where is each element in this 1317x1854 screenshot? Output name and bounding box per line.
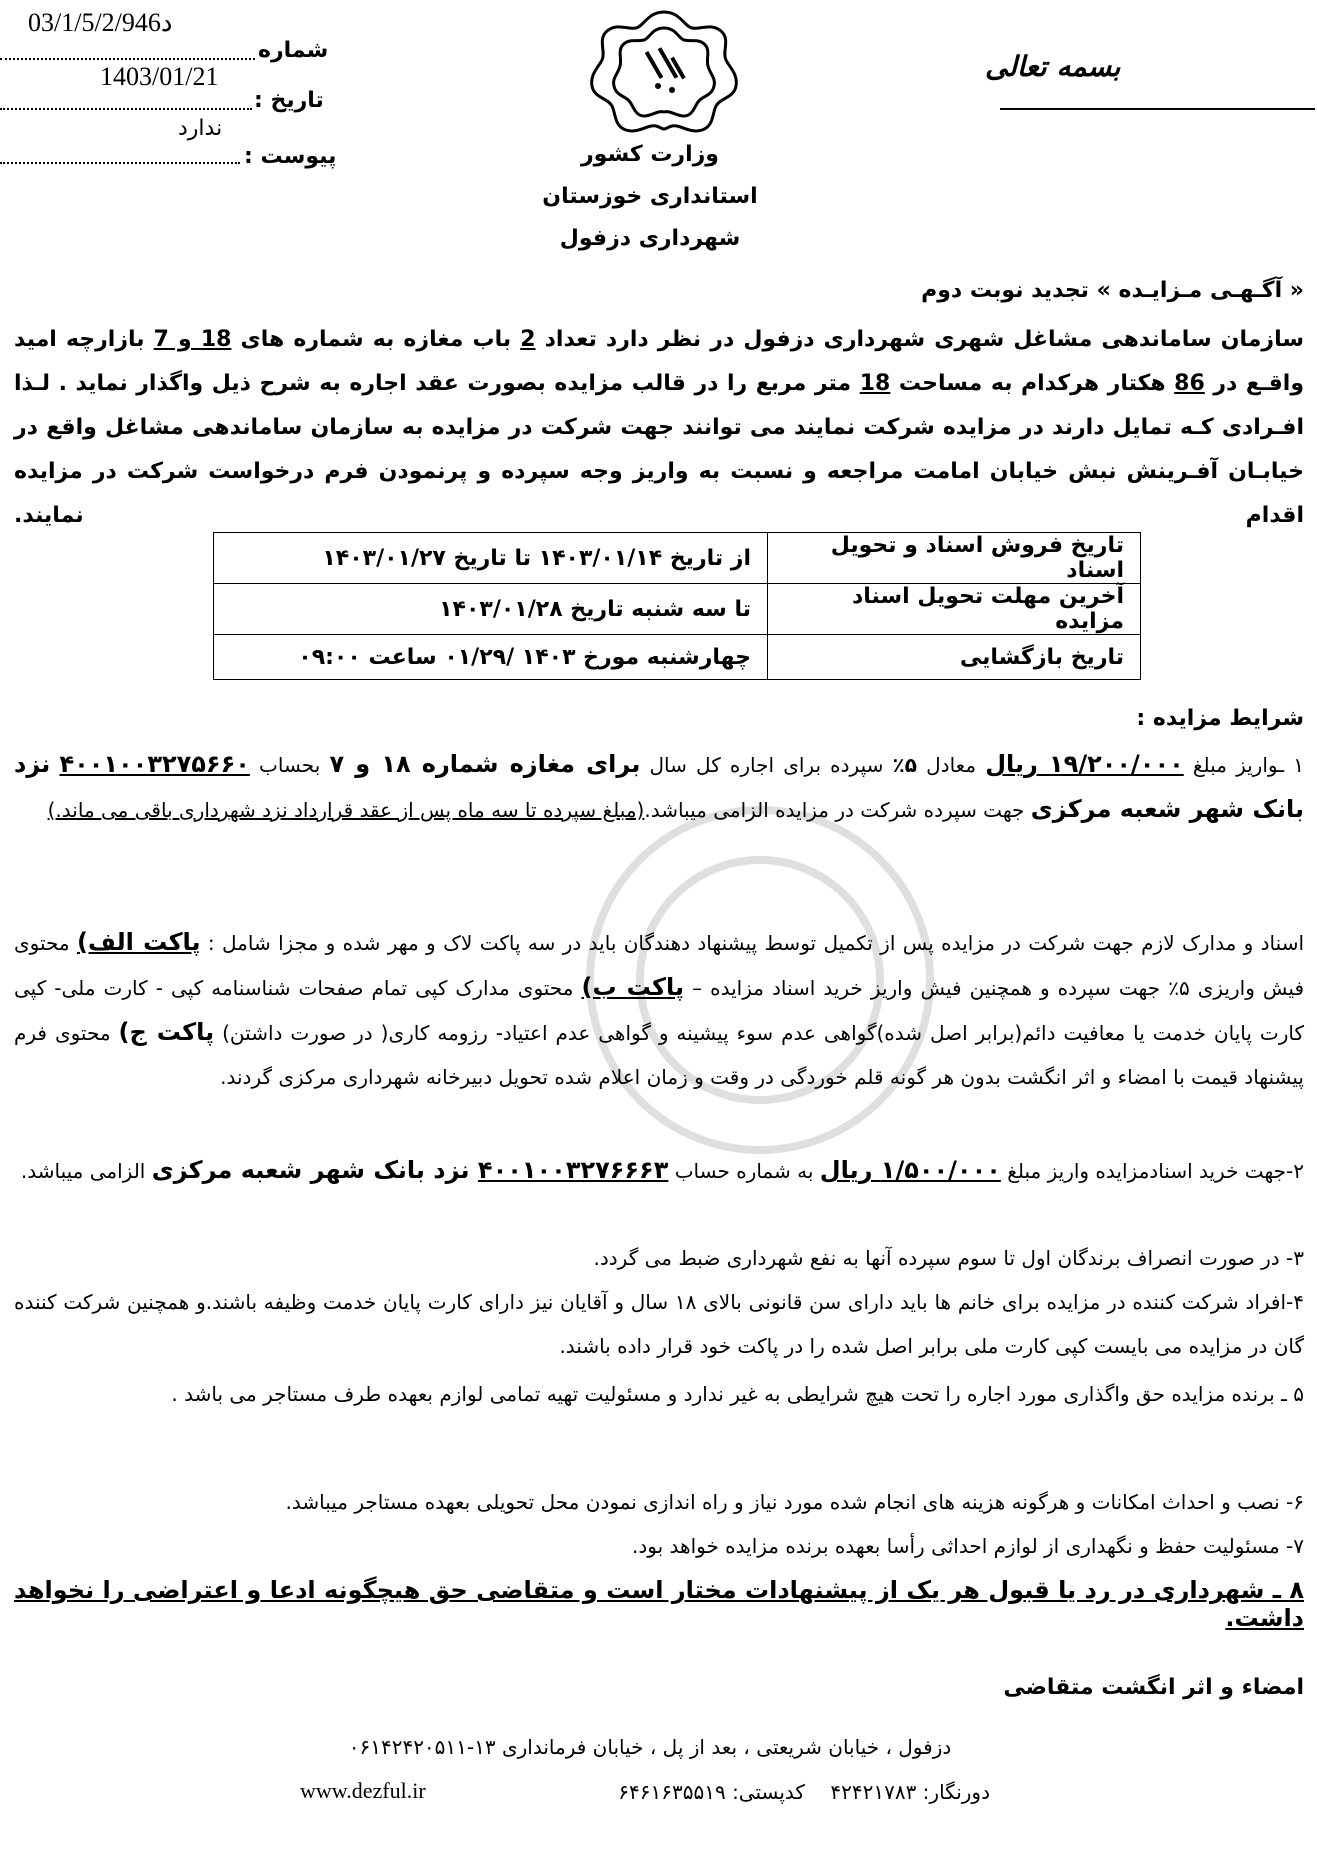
fax-number: ۴۲۴۲۱۷۸۳ — [830, 1780, 917, 1804]
c2-packet-a: پاکت الف) — [77, 928, 201, 956]
intro-count: 2 — [520, 327, 536, 352]
intro-text-2: باب مغازه به شماره های — [231, 327, 521, 352]
attachment-line — [0, 162, 240, 164]
notice-intro — [14, 318, 1304, 538]
document-meta — [0, 0, 400, 200]
condition-3 — [14, 1236, 1304, 1368]
c2-text-a: اسناد و مدارک لازم جهت شرکت در مزایده پس از تکمیل توسط پیشنهاد دهندگان باید در سه پاکت لاک و مهر شده و مجزا شامل : — [200, 931, 1305, 955]
website-link[interactable]: www.dezful.ir — [300, 1778, 426, 1803]
c2-packet-c: پاکت ج) — [118, 1018, 215, 1046]
c1-text-d: بحساب — [249, 753, 330, 777]
condition-6 — [14, 1480, 1304, 1524]
condition-8: ۸ ـ شهرداری در رد یا قبول هر یک از پیشنهادات مختار است و متقاضی حق هیچگونه ادعا و اعتراضی را نخواهد داشت. — [14, 1576, 1304, 1632]
schedule-label: تاریخ فروش اسناد و تحویل اسناد — [768, 533, 1141, 584]
schedule-value: چهارشنبه مورخ ۱۴۰۳ /۰۱/۲۹ ساعت ۰۹:۰۰ — [214, 635, 768, 680]
footer-contact — [470, 1780, 990, 1804]
footer-address: دزفول ، خیابان شریعتی ، بعد از پل ، خیابان فرمانداری ۱۳-۰۶۱۴۲۴۲۰۵۱۱ — [348, 1735, 952, 1759]
c1-shop: برای مغازه شماره ۱۸ و ۷ — [329, 750, 641, 778]
c1-percent: ۵٪ — [892, 753, 917, 777]
c7-text: ۶- نصب و احداث امکانات و هرگونه هزینه های انجام شده مورد نیاز و راه اندازی نمودن محل تحویلی بعهده مستاجر میباشد. — [285, 1490, 1304, 1514]
c1-bank: نزد بانک شهر شعبه مرکزی — [14, 750, 1304, 823]
basmala: بسمه تعالی — [985, 50, 1121, 83]
c3-text-b: به شماره حساب — [668, 1159, 820, 1183]
c1-text-b: معادل — [916, 753, 986, 777]
number-line — [0, 58, 255, 60]
c3-bank: نزد بانک شهر شعبه مرکزی — [151, 1156, 478, 1184]
c3-account: ۴۰۰۱۰۰۳۲۷۶۶۶۳ — [477, 1156, 669, 1184]
conditions-title: شرایط مزایده : — [1136, 706, 1304, 731]
schedule-value: از تاریخ ۱۴۰۳/۰۱/۱۴ تا تاریخ ۱۴۰۳/۰۱/۲۷ — [214, 533, 768, 584]
org-municipality: شهرداری دزفول — [559, 226, 741, 251]
c8-text: ۷- مسئولیت حفظ و نگهداری از لوازم احداثی رأسا بعهده برنده مزایده خواهد بود. — [632, 1534, 1304, 1558]
postal-label: کدپستی: — [732, 1780, 805, 1804]
schedule-table — [213, 532, 1141, 680]
intro-text-3: بازارچه امید واقـع در — [14, 327, 1304, 396]
c2-text-b: محتوی فیش واریزی ۵٪ جهت سپرده و همچنین فیش واریز خرید اسناد مزایده – — [14, 931, 1305, 1000]
intro-text-4: هکتار هرکدام به مساحت — [890, 371, 1175, 396]
dezful-municipality-logo — [588, 8, 740, 133]
c5-text: ۴-افراد شرکت کننده در مزایده برای خانم ها باید دارای سن قانونی بالای ۱۸ سال و آقایان نیز دارای کارت پایان خدمت وظیفه باشند.و همچنین شرکت کننده گان در مزایده می بایست کپی کارت ملی برابر اصل شده را در پاکت خود قرار داده باشند. — [14, 1290, 1304, 1358]
intro-text-1: سازمان ساماندهی مشاغل شهری شهرداری دزفول در نظر دارد تعداد — [535, 327, 1304, 352]
table-row — [214, 533, 1141, 584]
c1-account: ۴۰۰۱۰۰۳۲۷۵۶۶۰ — [59, 750, 250, 778]
date-line — [0, 108, 252, 110]
condition-7 — [14, 1524, 1304, 1568]
org-governorate: استانداری خوزستان — [542, 184, 758, 209]
c2-text-d: محتوی فرم پیشنهاد قیمت با امضاء و اثر انگشت بدون هر گونه قلم خوردگی در وقت و زمان اعلام شده تحویل دبیرخانه شهرداری مرکزی گردند. — [14, 1021, 1304, 1089]
c2-packet-b: پاکت ب) — [581, 973, 685, 1001]
intro-hectare: 86 — [1174, 371, 1205, 396]
schedule-value: تا سه شنبه تاریخ ۱۴۰۳/۰۱/۲۸ — [214, 584, 768, 635]
organization-block — [520, 134, 780, 260]
c6-text: ۵ ـ برنده مزایده حق واگذاری مورد اجاره را تحت هیچ شرایطی به غیر ندارد و مسئولیت تهیه تمامی لوازم بعهده طرف مستاجر می باشد . — [171, 1382, 1304, 1406]
fax-label: دورنگار: — [922, 1780, 990, 1804]
condition-1 — [14, 742, 1304, 832]
c1-amount: ۱۹/۲۰۰/۰۰۰ ریال — [985, 750, 1184, 778]
c4-text: ۳- در صورت انصراف برندگان اول تا سوم سپرده آنها به نفع شهرداری ضبط می گردد. — [593, 1246, 1304, 1270]
document-number-label: شماره — [258, 38, 329, 63]
document-attachment-label: پیوست : — [244, 144, 337, 169]
c3-text-a: ۲-جهت خرید اسنادمزایده واریز مبلغ — [1000, 1159, 1304, 1183]
c1-text-e: جهت سپرده شرکت در مزایده الزامی میباشد. — [644, 798, 1031, 822]
c3-amount: ۱/۵۰۰/۰۰۰ ریال — [819, 1156, 1001, 1184]
applicant-signature-label: امضاء و اثر انگشت متقاضی — [1003, 1675, 1304, 1700]
intro-area: 18 — [859, 371, 891, 396]
document-date-label: تاریخ : — [254, 88, 324, 113]
table-row — [214, 635, 1141, 680]
schedule-label: آخرین مهلت تحویل اسناد مزایده — [768, 584, 1141, 635]
document-number: 03/1/5/2/946د — [28, 8, 173, 37]
c2-text-c: محتوی مدارک کپی تمام صفحات شناسنامه کپی - کارت ملی- کپی کارت پایان خدمت یا معافیت دائم(برابر اصل شده)گواهی عدم سوء پیشینه و گواهی عدم اعتیاد- رزومه کاری( در صورت داشتن) — [14, 976, 1304, 1045]
postal-code: ۶۴۶۱۶۳۵۵۱۹ — [618, 1780, 726, 1804]
document-date: 1403/01/21 — [100, 62, 219, 91]
basmala-underline — [1000, 108, 1315, 110]
org-ministry: وزارت کشور — [581, 142, 719, 167]
condition-documents — [14, 920, 1304, 1099]
condition-5 — [14, 1372, 1304, 1416]
table-row — [214, 584, 1141, 635]
c1-text-a: ۱ ـواریز مبلغ — [1183, 753, 1304, 777]
schedule-label: تاریخ بازگشایی — [768, 635, 1141, 680]
intro-text-5: متر مربع را در قالب مزایده بصورت عقد اجاره به شرح ذیل واگذار نماید . لـذا افـرادی کـه تمایل دارند در مزایده شرکت نمایند می توانند جهت شرکت در مزایده به سازمان ساماندهی مشاغل واقع در خیابـان آفـرینش نبش خیابان امامت مراجعه و نسبت به واریز وجه سپرده و پرنمودن فرم درخواست شرکت در مزایده اقدام نمایند. — [14, 371, 1304, 528]
document-attachment: ندارد — [178, 116, 223, 141]
intro-shop-numbers: 18 و 7 — [153, 327, 232, 352]
notice-title: « آگـهـی مـزایـده » تجدید نوبت دوم — [921, 278, 1304, 303]
c1-text-f: (مبلغ سپرده تا سه ماه پس از عقد قرارداد نزد شهرداری باقی می ماند.) — [47, 798, 645, 822]
c3-text-c: الزامی میباشد. — [20, 1159, 152, 1183]
condition-2 — [14, 1148, 1304, 1193]
c1-text-c: سپرده برای اجاره کل سال — [640, 753, 893, 777]
